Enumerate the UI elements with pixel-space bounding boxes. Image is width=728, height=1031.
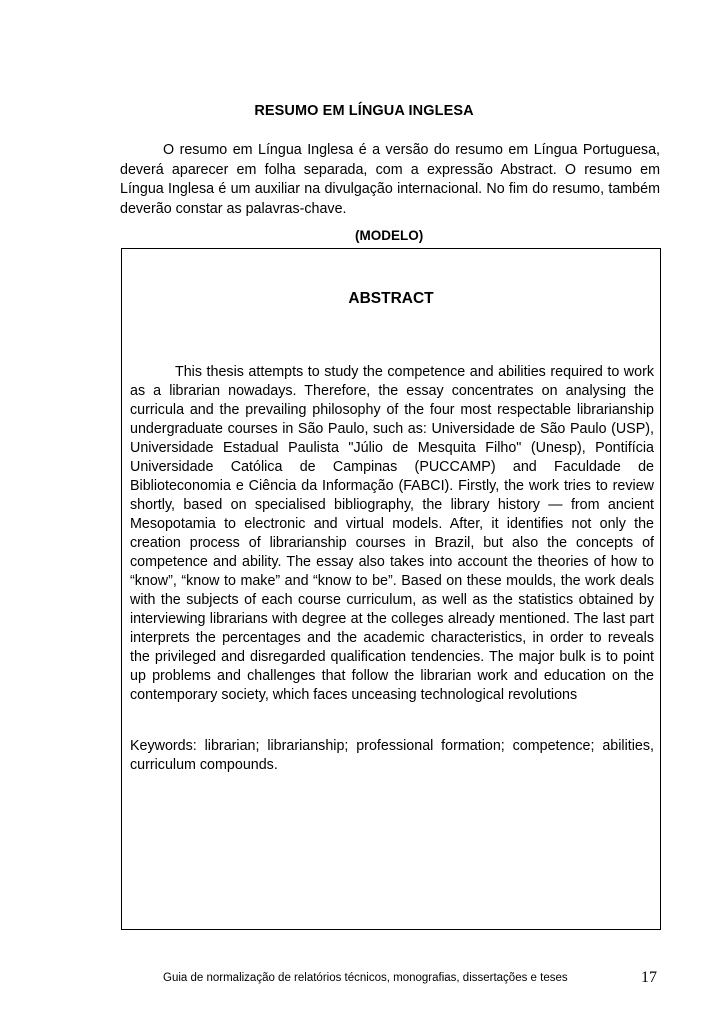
- page-number: 17: [641, 969, 657, 986]
- intro-paragraph: O resumo em Língua Inglesa é a versão do resumo em Língua Portuguesa, deverá aparecer em folha separada, com a expressão Abstract. O resumo em Língua Inglesa é um auxiliar na divulgação internacional. No fim do resumo, também deverão constar as palavras-chave.: [120, 142, 660, 217]
- keywords-label: Keywords:: [130, 738, 197, 754]
- keywords: [130, 737, 654, 775]
- model-label: (MODELO): [355, 228, 424, 243]
- abstract-model-box: [121, 248, 661, 930]
- abstract-body: This thesis attempts to study the competence and abilities required to work as a librarian nowadays. Therefore, the essay concentrates on analysing the curricula and the prevailing philosophy of the four most respectable librarianship undergraduate courses in São Paulo, such as: Universidade de São Paulo (USP), Universidade Estadual Paulista "Júlio de Mesquita Filho" (Unesp), Pontifícia Universidade Católica de Campinas (PUCCAMP) and Faculdade de Biblioteconomia e Ciência da Informação (FABCI). Firstly, the work tries to review shortly, based on specialised bibliography, the library history — from ancient Mesopotamia to electronic and virtual models. After, it identifies not only the creation process of librarianship courses in Brazil, but also the concepts of competence and ability. The essay also takes into account the theories of how to “know”, “know to make” and “know to be”. Based on these moulds, the work deals with the subjects of each course curriculum, as well as the statistics obtained by interviewing librarians with degree at the colleges already mentioned. The last part interprets the percentages and the academic characteristics, in order to reveals the privileged and disregarded qualification tendencies. The major bulk is to point up problems and challenges that follow the librarian work and education on the contemporary society, which faces unceasing technological revolutions: [130, 364, 654, 703]
- page-title: RESUMO EM LÍNGUA INGLESA: [254, 103, 474, 119]
- abstract-title: ABSTRACT: [348, 290, 434, 307]
- footer-text: Guia de normalização de relatórios técnicos, monografias, dissertações e teses: [163, 972, 568, 984]
- keywords-text: librarian; librarianship; professional formation; competence; abilities, curriculum compounds.: [130, 738, 654, 773]
